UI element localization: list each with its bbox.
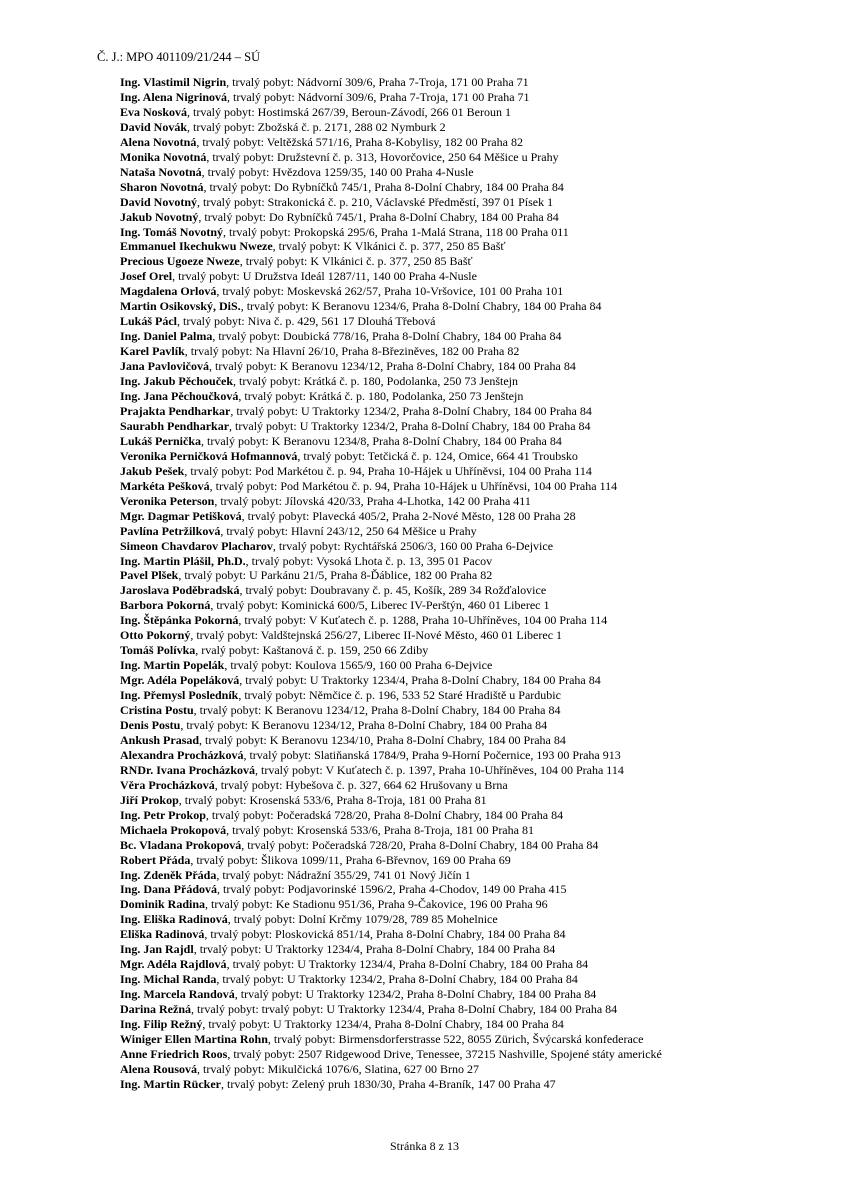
resident-address: , trvalý pobyt: K Vlkánici č. p. 377, 250 85 Bašť [239,254,473,269]
resident-address: , trvalý pobyt: K Beranovu 1234/8, Praha 8-Dolní Chabry, 184 00 Praha 84 [201,433,562,448]
resident-name: Denis Postu [120,717,181,732]
resident-name: Veronika Peterson [120,493,215,508]
resident-address: , trvalý pobyt: Nádvorní 309/6, Praha 7-Troja, 171 00 Praha 71 [227,89,530,104]
resident-name: Precious Ugoeze Nweze [120,254,240,269]
resident-name: Darina Režná [120,1002,191,1017]
resident-name: Ing. Marcela Randová [120,987,235,1002]
resident-entry [120,718,835,733]
resident-address: , trvalý pobyt: Do Rybníčků 745/1, Praha 8-Dolní Chabry, 184 00 Praha 84 [203,179,564,194]
resident-entry [120,658,835,673]
resident-address: , trvalý pobyt: Krosenská 533/6, Praha 8-Troja, 181 00 Praha 81 [226,822,534,837]
resident-name: Ing. Daniel Palma [120,329,213,344]
resident-entry [120,90,835,105]
resident-address: , trvalý pobyt: Družstevní č. p. 313, Hovorčovice, 250 64 Měšice u Prahy [206,149,559,164]
resident-address: , trvalý pobyt: 2507 Ridgewood Drive, Tenessee, 37215 Nashville, Spojené státy americké [227,1046,662,1061]
resident-address: , trvalý pobyt: Koulova 1565/9, 160 00 Praha 6-Dejvice [224,658,493,673]
document-reference-number: Č. J.: MPO 401109/21/244 – SÚ [97,50,261,64]
resident-name: Ing. Martin Plášil, Ph.D. [120,553,246,568]
resident-address: , trvalý pobyt: Krátká č. p. 180, Podolanka, 250 73 Jenštejn [233,374,518,389]
resident-address: , trvalý pobyt: Do Rybníčků 745/1, Praha 8-Dolní Chabry, 184 00 Praha 84 [198,209,559,224]
resident-entry [120,778,835,793]
resident-address: , trvalý pobyt: Moskevská 262/57, Praha 10-Vršovice, 101 00 Praha 101 [216,284,564,299]
resident-entry [120,583,835,598]
resident-name: Ing. Jakub Pěchouček [120,374,234,389]
resident-address: , trvalý pobyt: Doubická 778/16, Praha 8-Dolní Chabry, 184 00 Praha 84 [212,329,562,344]
resident-name: Eliška Radinová [120,927,205,942]
resident-address: , trvalý pobyt: Niva č. p. 429, 561 17 Dlouhá Třebová [177,314,436,329]
resident-list [120,75,835,1092]
resident-address: , trvalý pobyt: U Traktorky 1234/2, Praha 8-Dolní Chabry, 184 00 Praha 84 [230,403,592,418]
resident-address: , trvalý pobyt: Zbožská č. p. 2171, 288 02 Nymburk 2 [187,119,446,134]
resident-entry [120,75,835,90]
resident-address: , trvalý pobyt: Tetčická č. p. 124, Omice, 664 41 Troubsko [297,448,578,463]
resident-entry [120,494,835,509]
resident-entry [120,344,835,359]
resident-address: , trvalý pobyt: Podjavorinské 1596/2, Praha 4-Chodov, 149 00 Praha 415 [217,882,567,897]
resident-entry [120,1002,835,1017]
resident-name: Eva Nosková [120,104,188,119]
resident-entry [120,539,835,554]
resident-name: Martin Osikovský, DiS. [120,299,241,314]
resident-name: David Novotný [120,194,198,209]
resident-address: , trvalý pobyt: U Traktorky 1234/2, Praha 8-Dolní Chabry, 184 00 Praha 84 [234,987,597,1002]
resident-name: Ing. Martin Popelák [120,658,225,673]
resident-name: Mgr. Adéla Popeláková [120,673,240,688]
resident-entry [120,389,835,404]
page-footer: Stránka 8 z 13 [390,1139,459,1153]
resident-address: , trvalý pobyt: Šlikova 1099/11, Praha 6-Břevnov, 169 00 Praha 69 [190,852,511,867]
resident-name: Lukáš Pernička [120,433,202,448]
resident-entry [120,284,835,299]
resident-address: , trvalý pobyt: Pod Markétou č. p. 94, Praha 10-Hájek u Uhříněvsi, 104 00 Praha 114 [209,478,618,493]
resident-address: , trvalý pobyt: K Beranovu 1234/12, Praha 8-Dolní Chabry, 184 00 Praha 84 [193,703,561,718]
resident-address: , trvalý pobyt: Jílovská 420/33, Praha 4-Lhotka, 142 00 Praha 411 [214,493,531,508]
resident-address: , trvalý pobyt: K Beranovu 1234/12, Praha 8-Dolní Chabry, 184 00 Praha 84 [180,717,548,732]
resident-entry [120,404,835,419]
resident-address: , trvalý pobyt: U Traktorky 1234/4, Praha 8-Dolní Chabry, 184 00 Praha 84 [226,957,589,972]
resident-name: Ing. Štěpánka Pokorná [120,613,239,628]
resident-name: David Novák [120,119,188,134]
resident-entry [120,180,835,195]
resident-address: , trvalý pobyt: Ke Stadionu 951/36, Praha 9-Čakovice, 196 00 Praha 96 [205,897,548,912]
resident-address: , trvalý pobyt: U Traktorky 1234/4, Praha 8-Dolní Chabry, 184 00 Praha 84 [239,673,601,688]
resident-entry [120,269,835,284]
resident-name: Jaroslava Poděbradská [120,583,240,598]
resident-address: , trvalý pobyt: Strakonická č. p. 210, Václavské Předměstí, 397 01 Písek 1 [197,194,554,209]
resident-address: , trvalý pobyt: trvalý pobyt: U Traktorky 1234/4, Praha 8-Dolní Chabry, 184 00 Praha 84 [191,1002,618,1017]
resident-name: Ing. Jan Rajdl [120,942,194,957]
resident-name: Ankush Prasad [120,732,200,747]
resident-entry [120,479,835,494]
resident-name: Emmanuel Ikechukwu Nweze [120,239,273,254]
resident-name: Anne Friedrich Roos [120,1046,228,1061]
resident-entry [120,135,835,150]
resident-address: , trvalý pobyt: Krosenská 533/6, Praha 8-Troja, 181 00 Praha 81 [178,792,487,807]
resident-address: , trvalý pobyt: K Beranovu 1234/10, Praha 8-Dolní Chabry, 184 00 Praha 84 [199,732,566,747]
resident-address: , trvalý pobyt: U Parkánu 21/5, Praha 8-Ďáblice, 182 00 Praha 82 [178,568,493,583]
resident-entry [120,942,835,957]
resident-name: RNDr. Ivana Procházková [120,762,256,777]
resident-address: , trvalý pobyt: Kominická 600/5, Liberec IV-Perštýn, 460 01 Liberec 1 [210,598,550,613]
resident-name: Mgr. Dagmar Petišková [120,508,242,523]
resident-entry [120,419,835,434]
resident-name: Ing. Tomáš Novotný [120,224,224,239]
resident-name: Ing. Petr Prokop [120,807,206,822]
resident-entry [120,195,835,210]
resident-entry [120,434,835,449]
resident-entry [120,1062,835,1077]
resident-name: Dominik Radina [120,897,206,912]
resident-address: , trvalý pobyt: Počeradská 728/20, Praha 8-Dolní Chabry, 184 00 Praha 84 [241,837,599,852]
resident-address: , trvalý pobyt: Doubravany č. p. 45, Košík, 289 34 Rožďalovice [239,583,547,598]
resident-entry [120,613,835,628]
resident-name: Josef Orel [120,269,173,284]
resident-address: , trvalý pobyt: Hlavní 243/12, 250 64 Měšice u Prahy [220,523,477,538]
resident-name: Alena Novotná [120,134,197,149]
resident-name: Ing. Vlastimil Nigrin [120,75,227,89]
resident-name: Ing. Filip Režný [120,1017,203,1032]
resident-entry [120,524,835,539]
resident-name: Mgr. Adéla Rajdlová [120,957,227,972]
resident-entry [120,823,835,838]
resident-entry [120,927,835,942]
resident-entry [120,643,835,658]
resident-name: Bc. Vladana Prokopová [120,837,242,852]
resident-entry [120,1017,835,1032]
resident-address: , rvalý pobyt: Kaštanová č. p. 159, 250 66 Zdiby [195,643,429,658]
resident-address: , trvalý pobyt: U Družstva Ideál 1287/11, 140 00 Praha 4-Nusle [172,269,477,284]
resident-name: Otto Pokorný [120,628,191,643]
resident-address: , trvalý pobyt: U Traktorky 1234/4, Praha 8-Dolní Chabry, 184 00 Praha 84 [202,1017,564,1032]
resident-entry [120,748,835,763]
resident-address: , trvalý pobyt: K Beranovu 1234/12, Praha 8-Dolní Chabry, 184 00 Praha 84 [209,359,576,374]
resident-address: , trvalý pobyt: Valdštejnská 256/27, Liberec II-Nové Město, 460 01 Liberec 1 [190,628,563,643]
resident-name: Markéta Pešková [120,478,210,493]
resident-entry [120,329,835,344]
resident-name: Věra Procházková [120,777,215,792]
resident-address: , trvalý pobyt: Počeradská 728/20, Praha 8-Dolní Chabry, 184 00 Praha 84 [205,807,564,822]
resident-address: , trvalý pobyt: Němčice č. p. 196, 533 52 Staré Hradiště u Pardubic [238,688,561,703]
resident-entry [120,897,835,912]
resident-name: Saurabh Pendharkar [120,418,230,433]
resident-address: , trvalý pobyt: Dolní Krčmy 1079/28, 789 85 Mohelnice [227,912,498,927]
resident-name: Lukáš Pácl [120,314,178,329]
resident-entry [120,374,835,389]
resident-name: Jakub Pešek [120,463,185,478]
resident-address: , trvalý pobyt: Mikulčická 1076/6, Slatina, 627 00 Brno 27 [197,1061,479,1076]
resident-name: Prajakta Pendharkar [120,403,231,418]
resident-entry [120,972,835,987]
resident-entry [120,957,835,972]
resident-address: , trvalý pobyt: Slatiňanská 1784/9, Praha 9-Horní Počernice, 193 00 Praha 913 [243,747,621,762]
resident-entry [120,853,835,868]
resident-address: , trvalý pobyt: Hostimská 267/39, Beroun-Závodí, 266 01 Beroun 1 [187,104,511,119]
resident-entry [120,150,835,165]
resident-entry [120,882,835,897]
resident-name: Ing. Dana Přádová [120,882,218,897]
resident-address: , trvalý pobyt: Na Hlavní 26/10, Praha 8-Březiněves, 182 00 Praha 82 [184,344,520,359]
resident-entry [120,688,835,703]
resident-name: Pavlína Petržilková [120,523,221,538]
resident-address: , trvalý pobyt: U Traktorky 1234/4, Praha 8-Dolní Chabry, 184 00 Praha 84 [193,942,556,957]
resident-entry [120,628,835,643]
resident-name: Tomáš Polívka [120,643,196,658]
resident-name: Pavel Plšek [120,568,179,583]
resident-address: , trvalý pobyt: Krátká č. p. 180, Podolanka, 250 73 Jenštejn [238,389,524,404]
resident-entry [120,210,835,225]
resident-entry [120,239,835,254]
resident-name: Magdalena Orlová [120,284,217,299]
resident-entry [120,254,835,269]
resident-address: , trvalý pobyt: Vysoká Lhota č. p. 13, 395 01 Pacov [245,553,493,568]
resident-address: , trvalý pobyt: Ploskovická 851/14, Praha 8-Dolní Chabry, 184 00 Praha 84 [204,927,566,942]
resident-entry [120,359,835,374]
resident-name: Alena Rousová [120,1061,198,1076]
resident-entry [120,868,835,883]
resident-address: , trvalý pobyt: Plavecká 405/2, Praha 2-Nové Město, 128 00 Praha 28 [241,508,576,523]
resident-address: , trvalý pobyt: U Traktorky 1234/2, Praha 8-Dolní Chabry, 184 00 Praha 84 [229,418,591,433]
resident-entry [120,165,835,180]
resident-address: , trvalý pobyt: Hybešova č. p. 327, 664 62 Hrušovany u Brna [214,777,508,792]
resident-name: Robert Přáda [120,852,191,867]
resident-address: , trvalý pobyt: K Vlkánici č. p. 377, 250 85 Bašť [272,239,506,254]
resident-entry [120,987,835,1002]
resident-name: Nataša Novotná [120,164,202,179]
resident-address: , trvalý pobyt: K Beranovu 1234/6, Praha 8-Dolní Chabry, 184 00 Praha 84 [240,299,602,314]
resident-address: , trvalý pobyt: Zelený pruh 1830/30, Praha 4-Braník, 147 00 Praha 47 [221,1076,556,1091]
resident-entry [120,1047,835,1062]
resident-address: , trvalý pobyt: Pod Markétou č. p. 94, Praha 10-Hájek u Uhříněvsi, 104 00 Praha 114 [184,463,592,478]
resident-name: Sharon Novotná [120,179,204,194]
resident-address: , trvalý pobyt: Prokopská 295/6, Praha 1-Malá Strana, 118 00 Praha 011 [223,224,569,239]
resident-entry [120,314,835,329]
resident-address: , trvalý pobyt: V Kuťatech č. p. 1397, Praha 10-Uhříněves, 104 00 Praha 114 [255,762,624,777]
resident-entry [120,808,835,823]
resident-name: Veronika Perničková Hofmannová [120,448,298,463]
resident-name: Ing. Alena Nigrinová [120,89,228,104]
resident-name: Jiří Prokop [120,792,179,807]
resident-entry [120,568,835,583]
resident-entry [120,1077,835,1092]
resident-entry [120,449,835,464]
resident-entry [120,598,835,613]
resident-name: Ing. Michal Randa [120,972,217,987]
resident-entry [120,838,835,853]
resident-entry [120,912,835,927]
resident-entry [120,763,835,778]
resident-address: , trvalý pobyt: Veltěžská 571/16, Praha 8-Kobylisy, 182 00 Praha 82 [196,134,523,149]
resident-entry [120,464,835,479]
resident-name: Jana Pavlovičová [120,359,209,374]
resident-entry [120,299,835,314]
resident-address: , trvalý pobyt: V Kuťatech č. p. 1288, Praha 10-Uhříněves, 104 00 Praha 114 [238,613,608,628]
resident-address: , trvalý pobyt: Hvězdova 1259/35, 140 00 Praha 4-Nusle [201,164,474,179]
resident-name: Jakub Novotný [120,209,199,224]
resident-address: , trvalý pobyt: Nádvorní 309/6, Praha 7-Troja, 171 00 Praha 71 [226,75,529,89]
resident-address: , trvalý pobyt: Birmensdorferstrasse 522, 8055 Zürich, Švýcarská konfederace [267,1032,644,1046]
resident-address: , trvalý pobyt: U Traktorky 1234/2, Praha 8-Dolní Chabry, 184 00 Praha 84 [216,972,578,987]
resident-name: Barbora Pokorná [120,598,211,613]
resident-entry [120,120,835,135]
resident-entry [120,554,835,569]
resident-entry [120,733,835,748]
resident-address: , trvalý pobyt: Nádražní 355/29, 741 01 Nový Jičín 1 [216,867,471,882]
resident-name: Ing. Přemysl Posledník [120,688,239,703]
resident-name: Ing. Eliška Radinová [120,912,228,927]
resident-address: , trvalý pobyt: Rychtářská 2506/3, 160 00 Praha 6-Dejvice [272,538,554,553]
resident-entry [120,225,835,240]
resident-entry [120,793,835,808]
resident-entry [120,1032,835,1047]
resident-entry [120,509,835,524]
resident-name: Monika Novotná [120,149,207,164]
resident-name: Ing. Jana Pěchoučková [120,389,239,404]
resident-name: Cristina Postu [120,703,194,718]
resident-name: Ing. Zdeněk Přáda [120,867,217,882]
resident-entry [120,703,835,718]
resident-name: Simeon Chavdarov Placharov [120,538,273,553]
resident-entry [120,673,835,688]
resident-name: Ing. Martin Rücker [120,1076,221,1091]
resident-entry [120,105,835,120]
resident-name: Winiger Ellen Martina Rohn [120,1032,268,1046]
resident-name: Michaela Prokopová [120,822,227,837]
resident-name: Karel Pavlík [120,344,185,359]
resident-name: Alexandra Procházková [120,747,244,762]
